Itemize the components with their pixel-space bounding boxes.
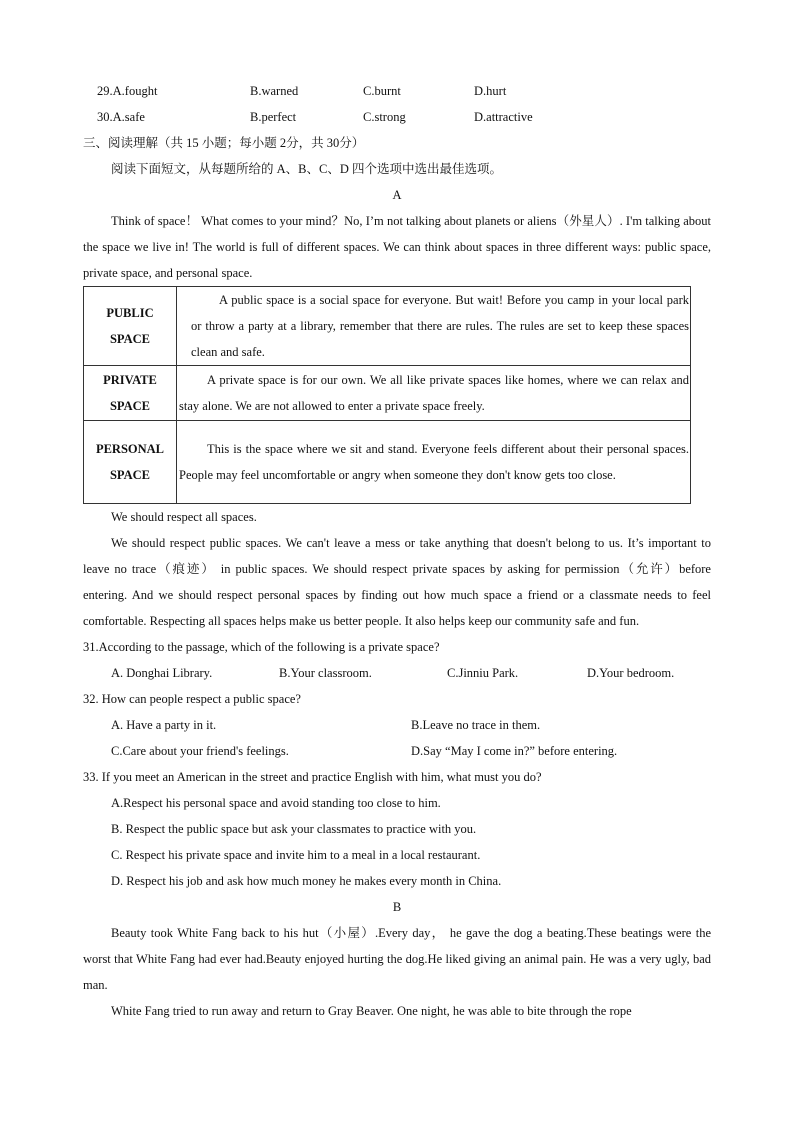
instructions: 阅读下面短文，从每题所给的 A、B、C、D 四个选项中选出最佳选项。	[111, 162, 502, 176]
option-a[interactable]: 29.A.fought	[97, 83, 158, 98]
option-b[interactable]: B.warned	[250, 83, 299, 98]
option-c[interactable]: C.Care about your friend's feelings.	[111, 744, 289, 758]
section-title: 三、阅读理解（共 15 小题；每小题 2分，共 30分）	[83, 136, 365, 150]
option-c[interactable]: C.burnt	[363, 83, 401, 98]
question-32-options-ab	[83, 712, 711, 738]
passage-b-p1: Beauty took White Fang back to his hut（小屋）.Every day， he gave the dog a beating.These beatings were the worst that White Fang had ever had.Beauty enjoyed hurting the dog.He liked giving an animal pain. He was a very ugly, bad man.	[83, 926, 711, 992]
table-row	[84, 421, 691, 504]
option-d[interactable]: D.hurt	[474, 83, 507, 98]
option-a[interactable]: A. Donghai Library.	[111, 666, 213, 680]
table-row	[84, 287, 691, 366]
spaces-table	[83, 286, 691, 504]
option-d[interactable]: D.attractive	[474, 109, 533, 124]
option-b[interactable]: B.Leave no trace in them.	[411, 718, 541, 732]
passage-a-p1: We should respect all spaces.	[111, 510, 257, 524]
option-b[interactable]: B. Respect the public space but ask your classmates to practice with you.	[111, 822, 477, 836]
question-31-stem: 31.According to the passage, which of the following is a private space?	[83, 640, 440, 654]
question-32-stem: 32. How can people respect a public space?	[83, 692, 301, 706]
row-header: PERSONAL SPACE	[84, 421, 177, 504]
passage-b-p2: White Fang tried to run away and return to Gray Beaver. One night, he was able to bite through the rope	[111, 1004, 632, 1018]
question-29	[83, 78, 711, 104]
option-c[interactable]: C.Jinniu Park.	[447, 666, 519, 680]
option-a[interactable]: 30.A.safe	[97, 109, 145, 124]
question-33-stem: 33. If you meet an American in the street and practice English with him, what must you do?	[83, 770, 542, 784]
option-c[interactable]: C.strong	[363, 109, 406, 124]
option-b[interactable]: B.perfect	[250, 109, 297, 124]
question-31-options	[83, 660, 711, 686]
table-row	[84, 366, 691, 421]
row-text: This is the space where we sit and stand. Everyone feels different about their personal spaces. People may feel uncomfortable or angry when someone they don't know gets too close.	[177, 421, 691, 504]
passage-a-label: A	[392, 188, 402, 202]
option-a[interactable]: A.Respect his personal space and avoid standing too close to him.	[111, 796, 441, 810]
exam-page	[83, 78, 711, 1024]
option-d[interactable]: D.Say “May I come in?” before entering.	[411, 744, 618, 758]
row-header: PRIVATE SPACE	[84, 366, 177, 421]
question-30	[83, 104, 711, 130]
option-c[interactable]: C. Respect his private space and invite him to a meal in a local restaurant.	[111, 848, 481, 862]
passage-a-p2: We should respect public spaces. We can't leave a mess or take anything that doesn't belong to us. It’s important to leave no trace（痕迹） in public spaces. We should respect private spaces by asking for permission（允许）before entering. And we should respect personal spaces by finding out how much space a friend or a classmate needs to feel comfortable. Respecting all spaces helps make us better people. It also helps keep our community safe and fun.	[83, 536, 711, 628]
row-text: A private space is for our own. We all like private spaces like homes, where we can relax and stay alone. We are not allowed to enter a private space freely.	[177, 366, 691, 421]
option-d[interactable]: D.Your bedroom.	[587, 666, 675, 680]
option-b[interactable]: B.Your classroom.	[279, 666, 372, 680]
passage-b-label: B	[392, 900, 402, 914]
option-d[interactable]: D. Respect his job and ask how much money he makes every month in China.	[111, 874, 502, 888]
row-text: A public space is a social space for everyone. But wait! Before you camp in your local park or throw a party at a library, remember that there are rules. The rules are set to keep these spaces clean and safe.	[177, 287, 691, 366]
passage-a-intro: Think of space！ What comes to your mind？No, I’m not talking about planets or aliens（外星人）. I'm talking about the space we live in! The world is full of different spaces. We can think about spaces in three different ways: public space, private space, and personal space.	[83, 214, 711, 280]
question-32-options-cd	[83, 738, 711, 764]
option-a[interactable]: A. Have a party in it.	[111, 718, 217, 732]
row-header: PUBLIC SPACE	[84, 287, 177, 366]
